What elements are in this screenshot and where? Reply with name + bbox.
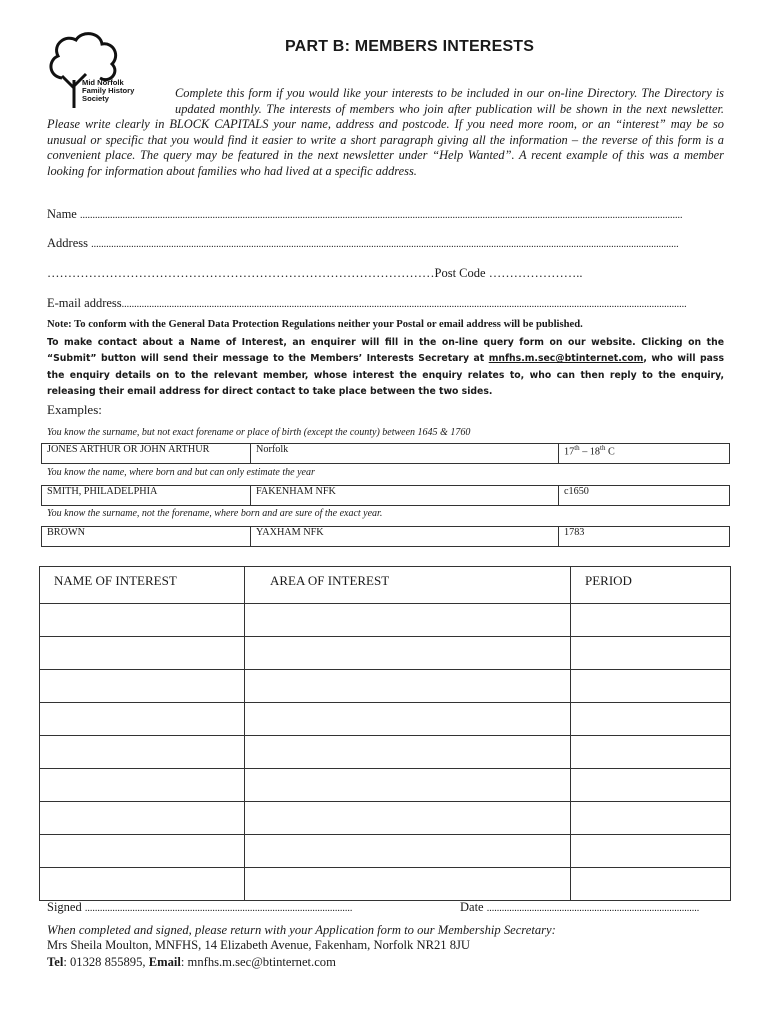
table-row — [40, 868, 731, 901]
period-cell[interactable] — [571, 736, 731, 769]
example-name: BROWN — [42, 527, 251, 547]
contact-line — [47, 955, 336, 970]
area-cell[interactable] — [245, 736, 571, 769]
name-cell[interactable] — [40, 604, 245, 637]
name-cell[interactable] — [40, 736, 245, 769]
period-cell[interactable] — [571, 769, 731, 802]
intro-text: Complete this form if you would like your interests to be included in our on-line Directory. The Directory is updated monthly. The interests of members who join after publication will be shown in the next newsletter. Please write clearly in BLOCK CAPITALS your name, address and postcode. If you need more room, or an “interest” may be so unusual or specific that you would find it easier to write a short paragraph giving all the information – the reverse of this form is a convenient place. The query may be featured in the next newsletter under “Help Wanted”. A recent example of this was a member looking for information about families who had lived at a specific address. — [47, 86, 724, 178]
contact-text-before: To make contact about a Name of Interest, an enquirer will fill in the on-line query form on our website. Clicking on the “Submit” button will send their message to the Members’ Interests Secretary at — [47, 337, 724, 365]
example-period: 1783 — [559, 527, 730, 547]
interests-table — [39, 566, 731, 901]
table-row — [40, 670, 731, 703]
table-row — [42, 486, 730, 506]
table-row — [40, 835, 731, 868]
area-cell[interactable] — [245, 703, 571, 736]
date-field[interactable]: Date ..................................................................................... — [460, 900, 700, 914]
area-cell[interactable] — [245, 835, 571, 868]
area-cell[interactable] — [245, 868, 571, 901]
example-table-3 — [41, 526, 730, 547]
page-title: PART B: MEMBERS INTERESTS — [285, 38, 535, 55]
col-period: PERIOD — [571, 567, 731, 604]
area-cell[interactable] — [245, 604, 571, 637]
email-value[interactable]: : mnfhs.m.sec@btinternet.com — [180, 955, 336, 969]
example-caption-1: You know the surname, but not exact forename or place of birth (except the county) between 1645 & 1760 — [47, 427, 471, 438]
example-period: 17th – 18th C — [559, 444, 730, 464]
area-cell[interactable] — [245, 769, 571, 802]
contact-text-after: , who will pass the enquiry details on to the relevant member, whose interest the enquiry relates to, who can then reply to the enquiry, releasing their email address for direct contact to take place between the two sides. — [47, 353, 724, 397]
name-cell[interactable] — [40, 670, 245, 703]
example-area: Norfolk — [251, 444, 559, 464]
period-cell[interactable] — [571, 604, 731, 637]
interests-table-header — [40, 567, 731, 604]
signed-field[interactable]: Signed ........................................................................................................... — [47, 900, 353, 914]
example-table-2 — [41, 485, 730, 506]
return-instructions: When completed and signed, please return with your Application form to our Membership Secretary: — [47, 923, 556, 937]
secretary-email-link[interactable]: mnfhs.m.sec@btinternet.com — [488, 353, 644, 365]
contact-paragraph — [47, 335, 724, 400]
logo-line-1: Mid Norfolk — [82, 78, 124, 87]
postcode-field[interactable]: ………………….. — [488, 266, 583, 280]
return-address: Mrs Sheila Moulton, MNFHS, 14 Elizabeth Avenue, Fakenham, Norfolk NR21 8JU — [47, 938, 471, 952]
table-row — [40, 769, 731, 802]
name-cell[interactable] — [40, 703, 245, 736]
area-cell[interactable] — [245, 637, 571, 670]
email-label: E-mail address — [47, 296, 122, 310]
period-cell[interactable] — [571, 802, 731, 835]
col-area-of-interest: AREA OF INTEREST — [245, 567, 571, 604]
example-name: JONES ARTHUR OR JOHN ARTHUR — [42, 444, 251, 464]
example-caption-3: You know the surname, not the forename, where born and are sure of the exact year. — [47, 508, 383, 519]
area-cell[interactable] — [245, 802, 571, 835]
name-cell[interactable] — [40, 637, 245, 670]
logo-line-2: Family History — [82, 86, 135, 95]
table-row — [42, 527, 730, 547]
table-row — [40, 736, 731, 769]
period-cell[interactable] — [571, 703, 731, 736]
period-cell[interactable] — [571, 637, 731, 670]
intro-paragraph — [47, 86, 724, 180]
period-cell[interactable] — [571, 670, 731, 703]
address-label: Address — [47, 236, 88, 250]
email-label: Email — [148, 955, 181, 969]
table-row — [42, 444, 730, 464]
signed-label: Signed — [47, 900, 82, 914]
date-label: Date — [460, 900, 484, 914]
name-cell[interactable] — [40, 868, 245, 901]
address-field[interactable]: Address ........................................................................................................................................................................................................................................... — [47, 236, 679, 250]
table-row — [40, 604, 731, 637]
tel-value: : 01328 855895, — [63, 955, 149, 969]
table-row — [40, 637, 731, 670]
logo-line-3: Society — [82, 94, 110, 103]
name-cell[interactable] — [40, 802, 245, 835]
tel-label: Tel — [47, 955, 64, 969]
area-cell[interactable] — [245, 670, 571, 703]
period-cell[interactable] — [571, 835, 731, 868]
name-cell[interactable] — [40, 835, 245, 868]
postcode-label: Post Code — [434, 266, 486, 280]
gdpr-note: Note: To conform with the General Data Protection Regulations neither your Postal or email address will be published. — [47, 319, 583, 330]
example-table-1 — [41, 443, 730, 464]
email-field[interactable]: E-mail address.................................................................................................................................................................................................................................. — [47, 296, 687, 310]
period-cell[interactable] — [571, 868, 731, 901]
name-field[interactable]: Name ................................................................................................................................................................................................................................................. — [47, 207, 683, 221]
example-caption-2: You know the name, where born and but can only estimate the year — [47, 467, 315, 478]
address-continuation: ………………………………………………………………………………… — [47, 266, 435, 280]
examples-label: Examples: — [47, 402, 102, 417]
example-name: SMITH, PHILADELPHIA — [42, 486, 251, 506]
col-name-of-interest: NAME OF INTEREST — [40, 567, 245, 604]
example-area: YAXHAM NFK — [251, 527, 559, 547]
table-row — [40, 703, 731, 736]
table-row — [40, 802, 731, 835]
name-cell[interactable] — [40, 769, 245, 802]
postcode-line[interactable] — [47, 266, 724, 281]
example-period: c1650 — [559, 486, 730, 506]
example-area: FAKENHAM NFK — [251, 486, 559, 506]
name-label: Name — [47, 207, 77, 221]
